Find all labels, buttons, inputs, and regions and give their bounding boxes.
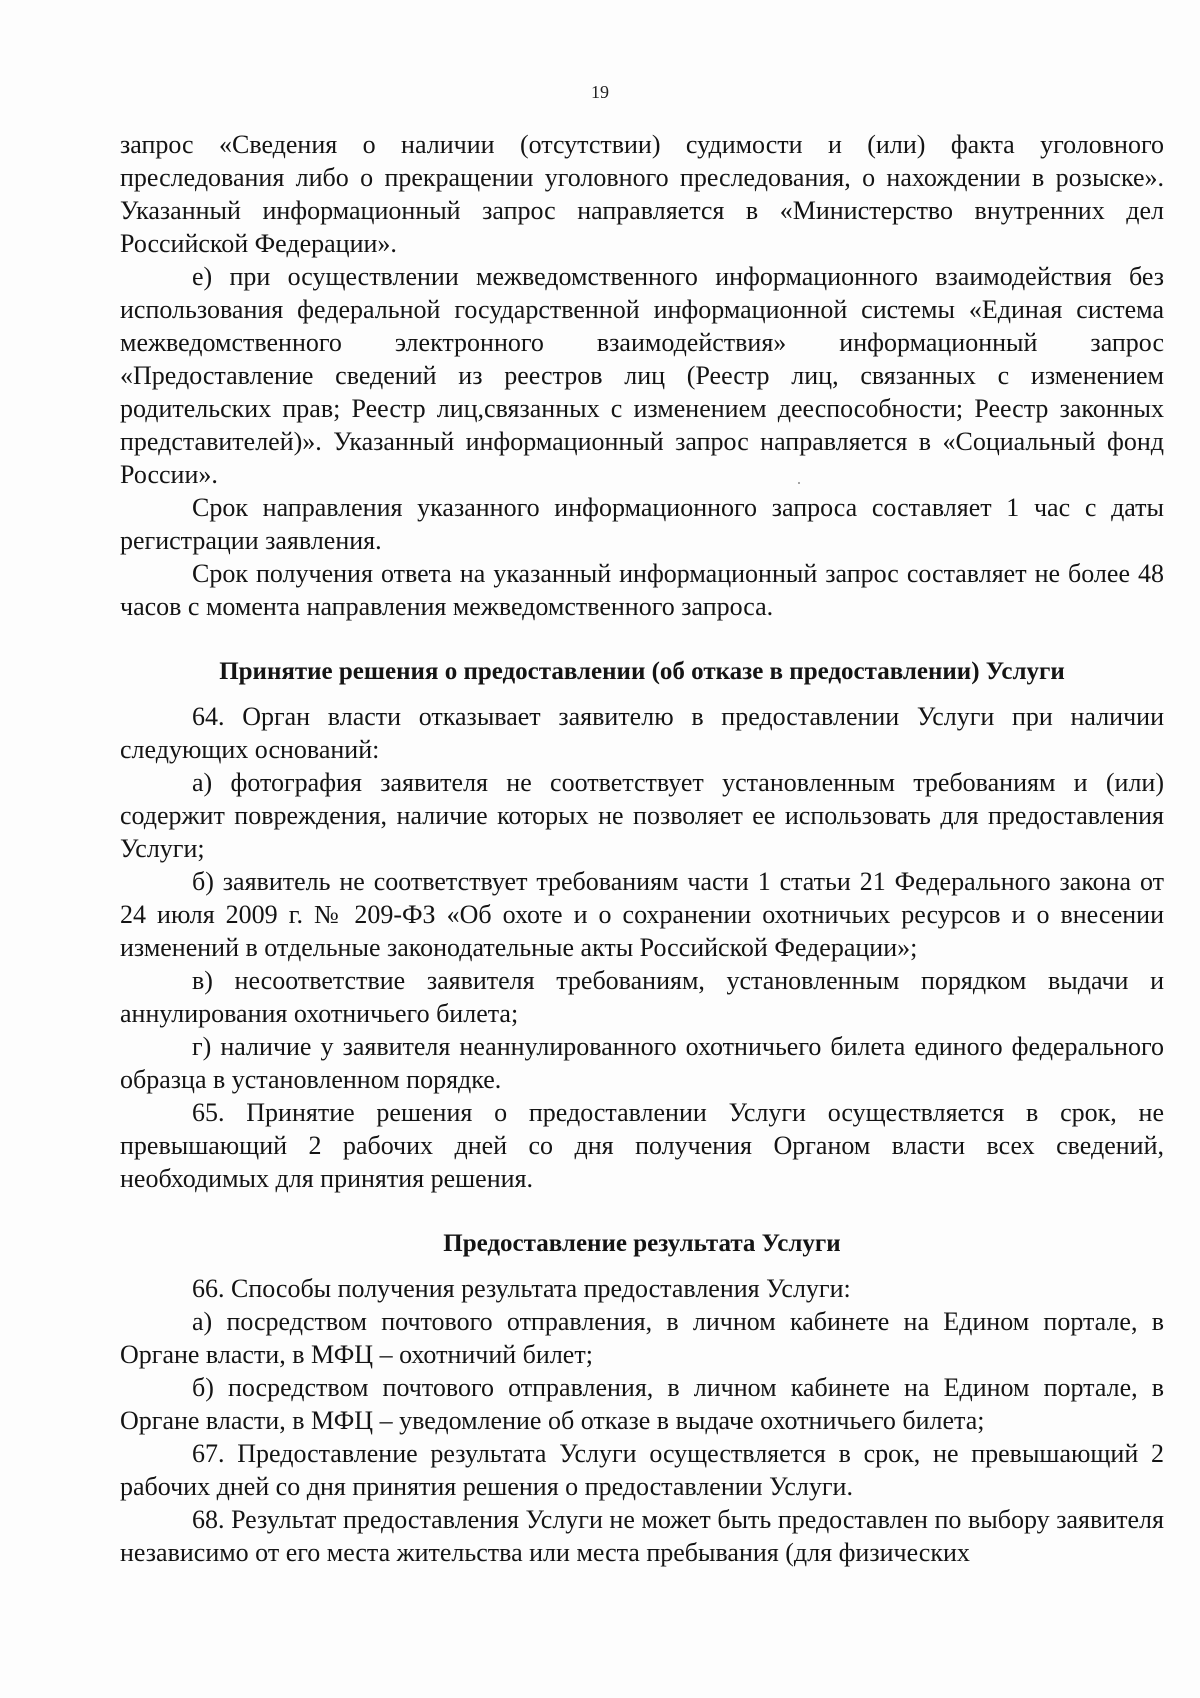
section-heading: Принятие решения о предоставлении (об отказе в предоставлении) Услуги [219,658,1065,685]
spacer [120,688,1164,700]
paragraph: Срок получения ответа на указанный информационный запрос составляет не более 48 часов с момента направления межведомственного запроса. [120,559,1164,621]
paragraph: б) заявитель не соответствует требованиям части 1 статьи 21 Федерального закона от 24 июля 2009 г. № 209-ФЗ «Об охоте и о сохранении охотничьих ресурсов и о внесении изменений в отдельные законодательные акты Российской Федерации»; [120,867,1164,962]
spacer [120,623,1164,655]
paragraph: е) при осуществлении межведомственного информационного взаимодействия без использования федеральной государственной информационной системы «Единая система межведомственного электронного взаимодействия» информационный запрос «Предоставление сведений из реестров лиц (Реестр лиц, связанных с изменением родительских прав; Реестр лиц,связанных с изменением дееспособности; Реестр законных представителей)». Указанный информационный запрос направляется в «Социальный фонд России». [120,262,1164,489]
paragraph: Срок направления указанного информационного запроса составляет 1 час с даты регистрации заявления. [120,493,1164,555]
paragraph: запрос «Сведения о наличии (отсутствии) судимости и (или) факта уголовного преследования либо о прекращении уголовного преследования, о нахождении в розыске». Указанный информационный запрос направляется в «Министерство внутренних дел Российской Федерации». [120,130,1164,258]
paragraph: 66. Способы получения результата предоставления Услуги: [192,1274,851,1303]
page-number: 19 [591,82,609,102]
paragraph: г) наличие у заявителя неаннулированного охотничьего билета единого федерального образца в установленном порядке. [120,1032,1164,1094]
spacer [120,1260,1164,1272]
paragraph: 64. Орган власти отказывает заявителю в предоставлении Услуги при наличии следующих оснований: [120,702,1164,764]
paragraph: 67. Предоставление результата Услуги осуществляется в срок, не превышающий 2 рабочих дней со дня принятия решения о предоставлении Услуги. [120,1439,1164,1501]
paragraph: 65. Принятие решения о предоставлении Услуги осуществляется в срок, не превышающий 2 рабочих дней со дня получения Органом власти всех сведений, необходимых для принятия решения. [120,1098,1164,1193]
section-heading: Предоставление результата Услуги [443,1230,841,1257]
paragraph: б) посредством почтового отправления, в личном кабинете на Едином портале, в Органе власти, в МФЦ – уведомление об отказе в выдаче охотничьего билета; [120,1373,1164,1435]
scan-speck [798,482,800,484]
paragraph: а) посредством почтового отправления, в личном кабинете на Едином портале, в Органе власти, в МФЦ – охотничий билет; [120,1307,1164,1369]
document-body [120,128,1164,1569]
paragraph: в) несоответствие заявителя требованиям, установленным порядком выдачи и аннулирования охотничьего билета; [120,966,1164,1028]
paragraph: а) фотография заявителя не соответствует установленным требованиям и (или) содержит повреждения, наличие которых не позволяет ее использовать для предоставления Услуги; [120,768,1164,863]
paragraph: 68. Результат предоставления Услуги не может быть предоставлен по выбору заявителя независимо от его места жительства или места пребывания (для физических [120,1505,1164,1567]
spacer [120,1195,1164,1227]
